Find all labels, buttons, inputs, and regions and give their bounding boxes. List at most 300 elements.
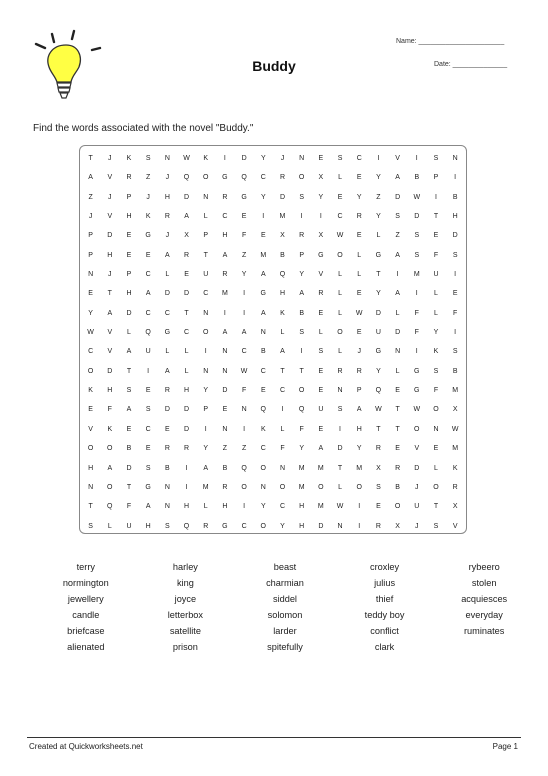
grid-letter: C [203, 290, 209, 298]
grid-letter: D [414, 213, 420, 221]
grid-letter: H [184, 387, 190, 395]
grid-letter: I [223, 309, 226, 317]
grid-letter: L [280, 425, 285, 433]
grid-letter: S [452, 251, 458, 259]
grid-letter: P [356, 387, 362, 395]
grid-letter: I [300, 348, 303, 356]
grid-letter: L [434, 309, 438, 317]
grid-letter: A [222, 251, 228, 259]
date-field: Date: ______________ [434, 61, 508, 68]
grid-letter: W [87, 329, 94, 337]
word-list-item: king [176, 578, 194, 588]
grid-letter: G [145, 232, 151, 240]
grid-letter: K [452, 464, 458, 472]
grid-letter: D [337, 445, 343, 453]
grid-letter: Z [241, 251, 247, 259]
word-search-grid [80, 149, 467, 536]
word-list-item: acquiesces [461, 594, 508, 604]
name-field: Name: ______________________ [396, 38, 505, 45]
grid-letter: I [262, 213, 265, 221]
grid-letter: Q [260, 406, 266, 414]
grid-letter: E [88, 290, 93, 298]
grid-letter: T [376, 271, 381, 279]
grid-letter: S [165, 522, 170, 530]
grid-letter: A [145, 503, 151, 511]
grid-letter: O [433, 406, 439, 414]
grid-letter: I [377, 155, 380, 162]
grid-letter: Y [88, 309, 93, 317]
grid-letter: Q [298, 406, 305, 414]
grid-letter: E [337, 193, 343, 201]
grid-letter: Z [395, 232, 400, 240]
grid-letter: N [279, 464, 285, 472]
grid-letter: D [164, 406, 170, 414]
grid-letter: J [357, 348, 361, 356]
grid-letter: Q [241, 464, 247, 472]
grid-letter: F [299, 425, 304, 433]
grid-letter: E [126, 232, 132, 240]
grid-letter: J [165, 174, 170, 182]
grid-letter: O [279, 483, 286, 491]
grid-letter: I [300, 213, 303, 221]
grid-letter: Y [241, 271, 247, 279]
grid-letter: Q [183, 522, 190, 530]
grid-letter: Q [241, 174, 247, 182]
grid-letter: F [453, 309, 458, 317]
grid-letter: Y [356, 193, 362, 201]
grid-letter: G [318, 251, 324, 259]
grid-letter: O [298, 174, 305, 182]
grid-letter: N [260, 483, 266, 491]
grid-letter: G [241, 193, 247, 201]
grid-letter: B [299, 309, 304, 317]
grid-letter: C [241, 348, 247, 356]
grid-letter: H [222, 232, 228, 240]
grid-letter: E [433, 445, 439, 453]
grid-letter: X [184, 232, 189, 240]
grid-letter: R [299, 232, 305, 240]
grid-letter: M [221, 290, 228, 298]
grid-letter: P [126, 193, 132, 201]
grid-letter: U [375, 329, 381, 337]
grid-letter: R [395, 464, 401, 472]
grid-letter: R [222, 193, 228, 201]
grid-letter: D [126, 464, 132, 472]
grid-letter: O [87, 445, 94, 453]
grid-letter: J [88, 213, 93, 221]
grid-letter: E [222, 406, 228, 414]
grid-letter: D [222, 387, 228, 395]
grid-letter: S [452, 348, 458, 356]
grid-letter: H [126, 290, 132, 298]
grid-letter: E [126, 251, 132, 259]
grid-letter: E [318, 387, 324, 395]
grid-letter: R [164, 387, 170, 395]
word-list-item: candle [72, 610, 100, 620]
grid-letter: N [260, 329, 266, 337]
grid-letter: L [357, 251, 362, 259]
grid-letter: C [145, 425, 151, 433]
footer-credit: Created at Quickworksheets.net [29, 742, 143, 751]
grid-letter: O [337, 251, 343, 259]
grid-letter: X [452, 503, 458, 511]
grid-letter: D [184, 290, 190, 298]
grid-letter: D [241, 155, 247, 162]
grid-letter: L [338, 290, 342, 298]
grid-letter: U [203, 271, 209, 279]
grid-letter: O [433, 483, 439, 491]
grid-letter: O [337, 329, 343, 337]
grid-letter: A [126, 406, 132, 414]
grid-letter: X [395, 522, 400, 530]
grid-letter: W [375, 406, 382, 414]
grid-letter: H [279, 290, 285, 298]
grid-letter: A [280, 348, 285, 356]
grid-letter: S [145, 464, 151, 472]
word-list-item: rybeero [468, 562, 500, 572]
grid-letter: R [279, 174, 285, 182]
grid-letter: A [126, 348, 132, 356]
grid-letter: B [280, 251, 285, 259]
grid-letter: H [145, 522, 151, 530]
grid-letter: L [376, 232, 381, 240]
grid-letter: D [375, 309, 381, 317]
grid-letter: O [414, 425, 420, 433]
grid-letter: L [203, 503, 208, 511]
grid-letter: L [184, 367, 189, 375]
grid-letter: S [299, 193, 304, 201]
grid-letter: L [357, 271, 362, 279]
grid-letter: J [280, 155, 285, 162]
word-list-item: stolen [471, 578, 497, 588]
grid-letter: E [318, 425, 324, 433]
grid-letter: B [222, 464, 228, 472]
grid-letter: C [222, 213, 228, 221]
grid-letter: U [126, 522, 132, 530]
grid-letter: N [452, 155, 458, 162]
grid-letter: F [241, 387, 247, 395]
grid-letter: M [317, 503, 324, 511]
grid-letter: Z [376, 193, 381, 201]
grid-letter: I [204, 348, 207, 356]
grid-letter: E [376, 503, 381, 511]
grid-letter: S [376, 483, 381, 491]
grid-letter: V [452, 522, 458, 530]
grid-letter: W [451, 425, 459, 433]
grid-letter: O [298, 387, 305, 395]
grid-letter: F [414, 329, 419, 337]
grid-letter: B [126, 445, 132, 453]
grid-letter: A [356, 406, 362, 414]
grid-letter: K [280, 309, 285, 317]
grid-letter: D [107, 232, 113, 240]
grid-letter: C [337, 213, 343, 221]
grid-letter: T [203, 251, 208, 259]
grid-letter: N [395, 348, 401, 356]
grid-letter: I [185, 483, 188, 491]
grid-letter: E [145, 387, 151, 395]
grid-letter: L [395, 309, 400, 317]
word-list-item: siddel [272, 594, 297, 604]
grid-letter: R [452, 483, 458, 491]
grid-letter: Q [145, 329, 151, 337]
grid-letter: T [88, 155, 93, 162]
page-title: Buddy [252, 58, 296, 74]
grid-letter: X [376, 464, 381, 472]
grid-letter: R [184, 445, 190, 453]
grid-letter: E [356, 290, 362, 298]
grid-letter: R [375, 522, 381, 530]
grid-letter: E [433, 232, 439, 240]
grid-letter: I [243, 290, 246, 298]
grid-letter: S [414, 232, 420, 240]
grid-letter: H [299, 503, 305, 511]
word-list-item: joyce [174, 594, 197, 604]
grid-letter: I [243, 425, 246, 433]
grid-letter: S [433, 367, 439, 375]
grid-letter: G [375, 251, 382, 259]
grid-letter: V [88, 425, 93, 433]
grid-letter: S [88, 522, 93, 530]
word-list-item: solomon [267, 610, 303, 620]
grid-letter: I [415, 290, 418, 298]
grid-letter: R [126, 174, 132, 182]
grid-letter: D [184, 193, 190, 201]
grid-letter: K [88, 387, 93, 395]
grid-letter: H [452, 213, 458, 221]
grid-letter: G [164, 329, 171, 337]
grid-letter: T [107, 290, 112, 298]
instructions: Find the words associated with the novel "Buddy." [33, 123, 254, 134]
grid-letter: G [414, 367, 420, 375]
grid-letter: I [223, 155, 226, 162]
grid-letter: C [356, 155, 362, 162]
grid-letter: T [126, 483, 132, 491]
grid-letter: I [339, 425, 341, 433]
word-list-item: terry [76, 562, 95, 572]
grid-letter: J [415, 483, 419, 491]
grid-letter: F [414, 309, 419, 317]
grid-letter: T [126, 367, 132, 375]
grid-letter: M [298, 483, 305, 491]
grid-letter: T [395, 425, 400, 433]
grid-letter: N [433, 425, 439, 433]
word-list-item: harley [172, 562, 198, 572]
grid-letter: O [260, 464, 266, 472]
grid-letter: D [318, 522, 324, 530]
grid-letter: I [415, 155, 418, 162]
word-list-item: croxley [370, 562, 400, 572]
grid-letter: T [280, 367, 285, 375]
footer-divider [27, 737, 521, 738]
word-list-item: letterbox [167, 610, 204, 620]
grid-letter: L [338, 271, 342, 279]
grid-letter: B [414, 174, 420, 182]
grid-letter: L [203, 213, 208, 221]
grid-letter: T [337, 464, 343, 472]
grid-letter: T [88, 503, 93, 511]
grid-letter: A [241, 329, 247, 337]
grid-letter: I [358, 503, 361, 511]
grid-letter: R [337, 367, 343, 375]
grid-letter: A [203, 464, 209, 472]
grid-letter: Y [376, 367, 381, 375]
grid-letter: L [127, 329, 131, 337]
grid-letter: R [356, 367, 362, 375]
grid-letter: L [280, 329, 285, 337]
grid-letter: O [356, 483, 362, 491]
grid-letter: L [434, 464, 438, 472]
grid-letter: W [336, 503, 344, 511]
grid-letter: L [165, 348, 170, 356]
grid-letter: J [108, 193, 112, 201]
grid-letter: H [88, 464, 94, 472]
grid-letter: Y [376, 213, 381, 221]
grid-letter: I [185, 464, 188, 472]
grid-letter: N [88, 271, 94, 279]
grid-letter: I [434, 193, 437, 201]
grid-letter: A [395, 290, 400, 298]
grid-letter: Z [88, 193, 93, 201]
grid-letter: A [107, 464, 113, 472]
grid-letter: M [298, 464, 305, 472]
grid-letter: Q [107, 503, 113, 511]
grid-letter: Y [318, 193, 324, 201]
grid-letter: P [299, 251, 304, 259]
grid-letter: P [126, 271, 132, 279]
grid-letter: E [145, 445, 151, 453]
grid-letter: A [165, 367, 170, 375]
grid-letter: T [433, 503, 439, 511]
word-list-item: normington [62, 578, 109, 588]
grid-letter: E [145, 251, 151, 259]
grid-letter: R [184, 251, 190, 259]
grid-letter: I [281, 406, 284, 414]
grid-letter: B [260, 348, 266, 356]
word-list-item: prison [172, 642, 198, 652]
grid-letter: I [454, 329, 457, 337]
grid-letter: E [165, 425, 170, 433]
grid-letter: T [376, 425, 381, 433]
grid-letter: E [395, 445, 400, 453]
grid-letter: C [260, 445, 266, 453]
grid-letter: C [184, 329, 190, 337]
word-list-item: spitefully [267, 642, 303, 652]
grid-letter: L [338, 348, 342, 356]
grid-letter: L [338, 309, 342, 317]
grid-letter: G [375, 348, 382, 356]
grid-letter: H [107, 251, 113, 259]
grid-letter: Q [279, 271, 286, 279]
grid-letter: C [164, 309, 170, 317]
grid-letter: S [395, 213, 400, 221]
grid-letter: D [107, 367, 113, 375]
grid-letter: A [299, 290, 304, 298]
word-list-item: julius [374, 578, 396, 588]
grid-letter: V [107, 213, 113, 221]
grid-letter: A [318, 445, 324, 453]
grid-letter: F [107, 406, 112, 414]
grid-letter: E [356, 329, 362, 337]
grid-letter: N [222, 425, 228, 433]
grid-letter: F [433, 387, 439, 395]
grid-letter: V [107, 174, 113, 182]
grid-letter: K [260, 425, 266, 433]
grid-letter: O [107, 445, 113, 453]
grid-letter: L [338, 174, 342, 182]
grid-letter: E [260, 387, 266, 395]
grid-letter: H [222, 503, 228, 511]
grid-letter: M [452, 445, 459, 453]
grid-letter: M [452, 387, 459, 395]
grid-letter: O [87, 367, 94, 375]
grid-letter: K [126, 155, 132, 162]
grid-letter: Y [376, 290, 381, 298]
word-list-item: charmian [266, 578, 304, 588]
grid-letter: A [184, 213, 189, 221]
grid-letter: A [165, 251, 170, 259]
grid-letter: R [375, 445, 381, 453]
grid-letter: U [433, 271, 439, 279]
word-list-item: larder [273, 626, 297, 636]
grid-letter: T [395, 406, 400, 414]
grid-letter: F [280, 445, 285, 453]
grid-letter: D [414, 464, 420, 472]
word-list-item: conflict [370, 626, 399, 636]
grid-letter: B [452, 193, 458, 201]
grid-letter: P [203, 406, 209, 414]
grid-letter: S [145, 406, 151, 414]
grid-letter: G [145, 483, 151, 491]
grid-letter: D [279, 193, 285, 201]
grid-letter: N [222, 348, 228, 356]
grid-letter: Y [260, 193, 266, 201]
grid-letter: W [413, 406, 421, 414]
grid-letter: W [336, 232, 344, 240]
grid-letter: Y [376, 174, 381, 182]
grid-letter: D [452, 232, 458, 240]
grid-letter: Y [203, 445, 209, 453]
grid-letter: L [318, 329, 323, 337]
grid-letter: N [337, 522, 343, 530]
word-list-item: thief [375, 594, 394, 604]
grid-letter: Q [375, 387, 382, 395]
grid-letter: S [299, 329, 304, 337]
grid-letter: M [202, 483, 209, 491]
grid-letter: O [241, 483, 247, 491]
word-list-item: satellite [169, 626, 201, 636]
grid-letter: Z [241, 445, 247, 453]
grid-letter: L [338, 483, 342, 491]
grid-letter: Z [146, 174, 151, 182]
grid-letter: H [356, 425, 362, 433]
grid-letter: C [145, 309, 151, 317]
grid-letter: Q [183, 174, 190, 182]
grid-letter: A [260, 271, 266, 279]
grid-letter: R [164, 213, 170, 221]
grid-letter: Z [222, 445, 228, 453]
grid-letter: A [395, 251, 400, 259]
grid-letter: O [394, 503, 401, 511]
grid-letter: N [164, 503, 170, 511]
grid-letter: N [337, 387, 343, 395]
grid-letter: B [395, 483, 400, 491]
grid-letter: K [145, 213, 151, 221]
grid-letter: E [241, 213, 247, 221]
grid-letter: I [454, 174, 457, 182]
grid-letter: L [165, 271, 170, 279]
grid-letter: D [184, 406, 190, 414]
